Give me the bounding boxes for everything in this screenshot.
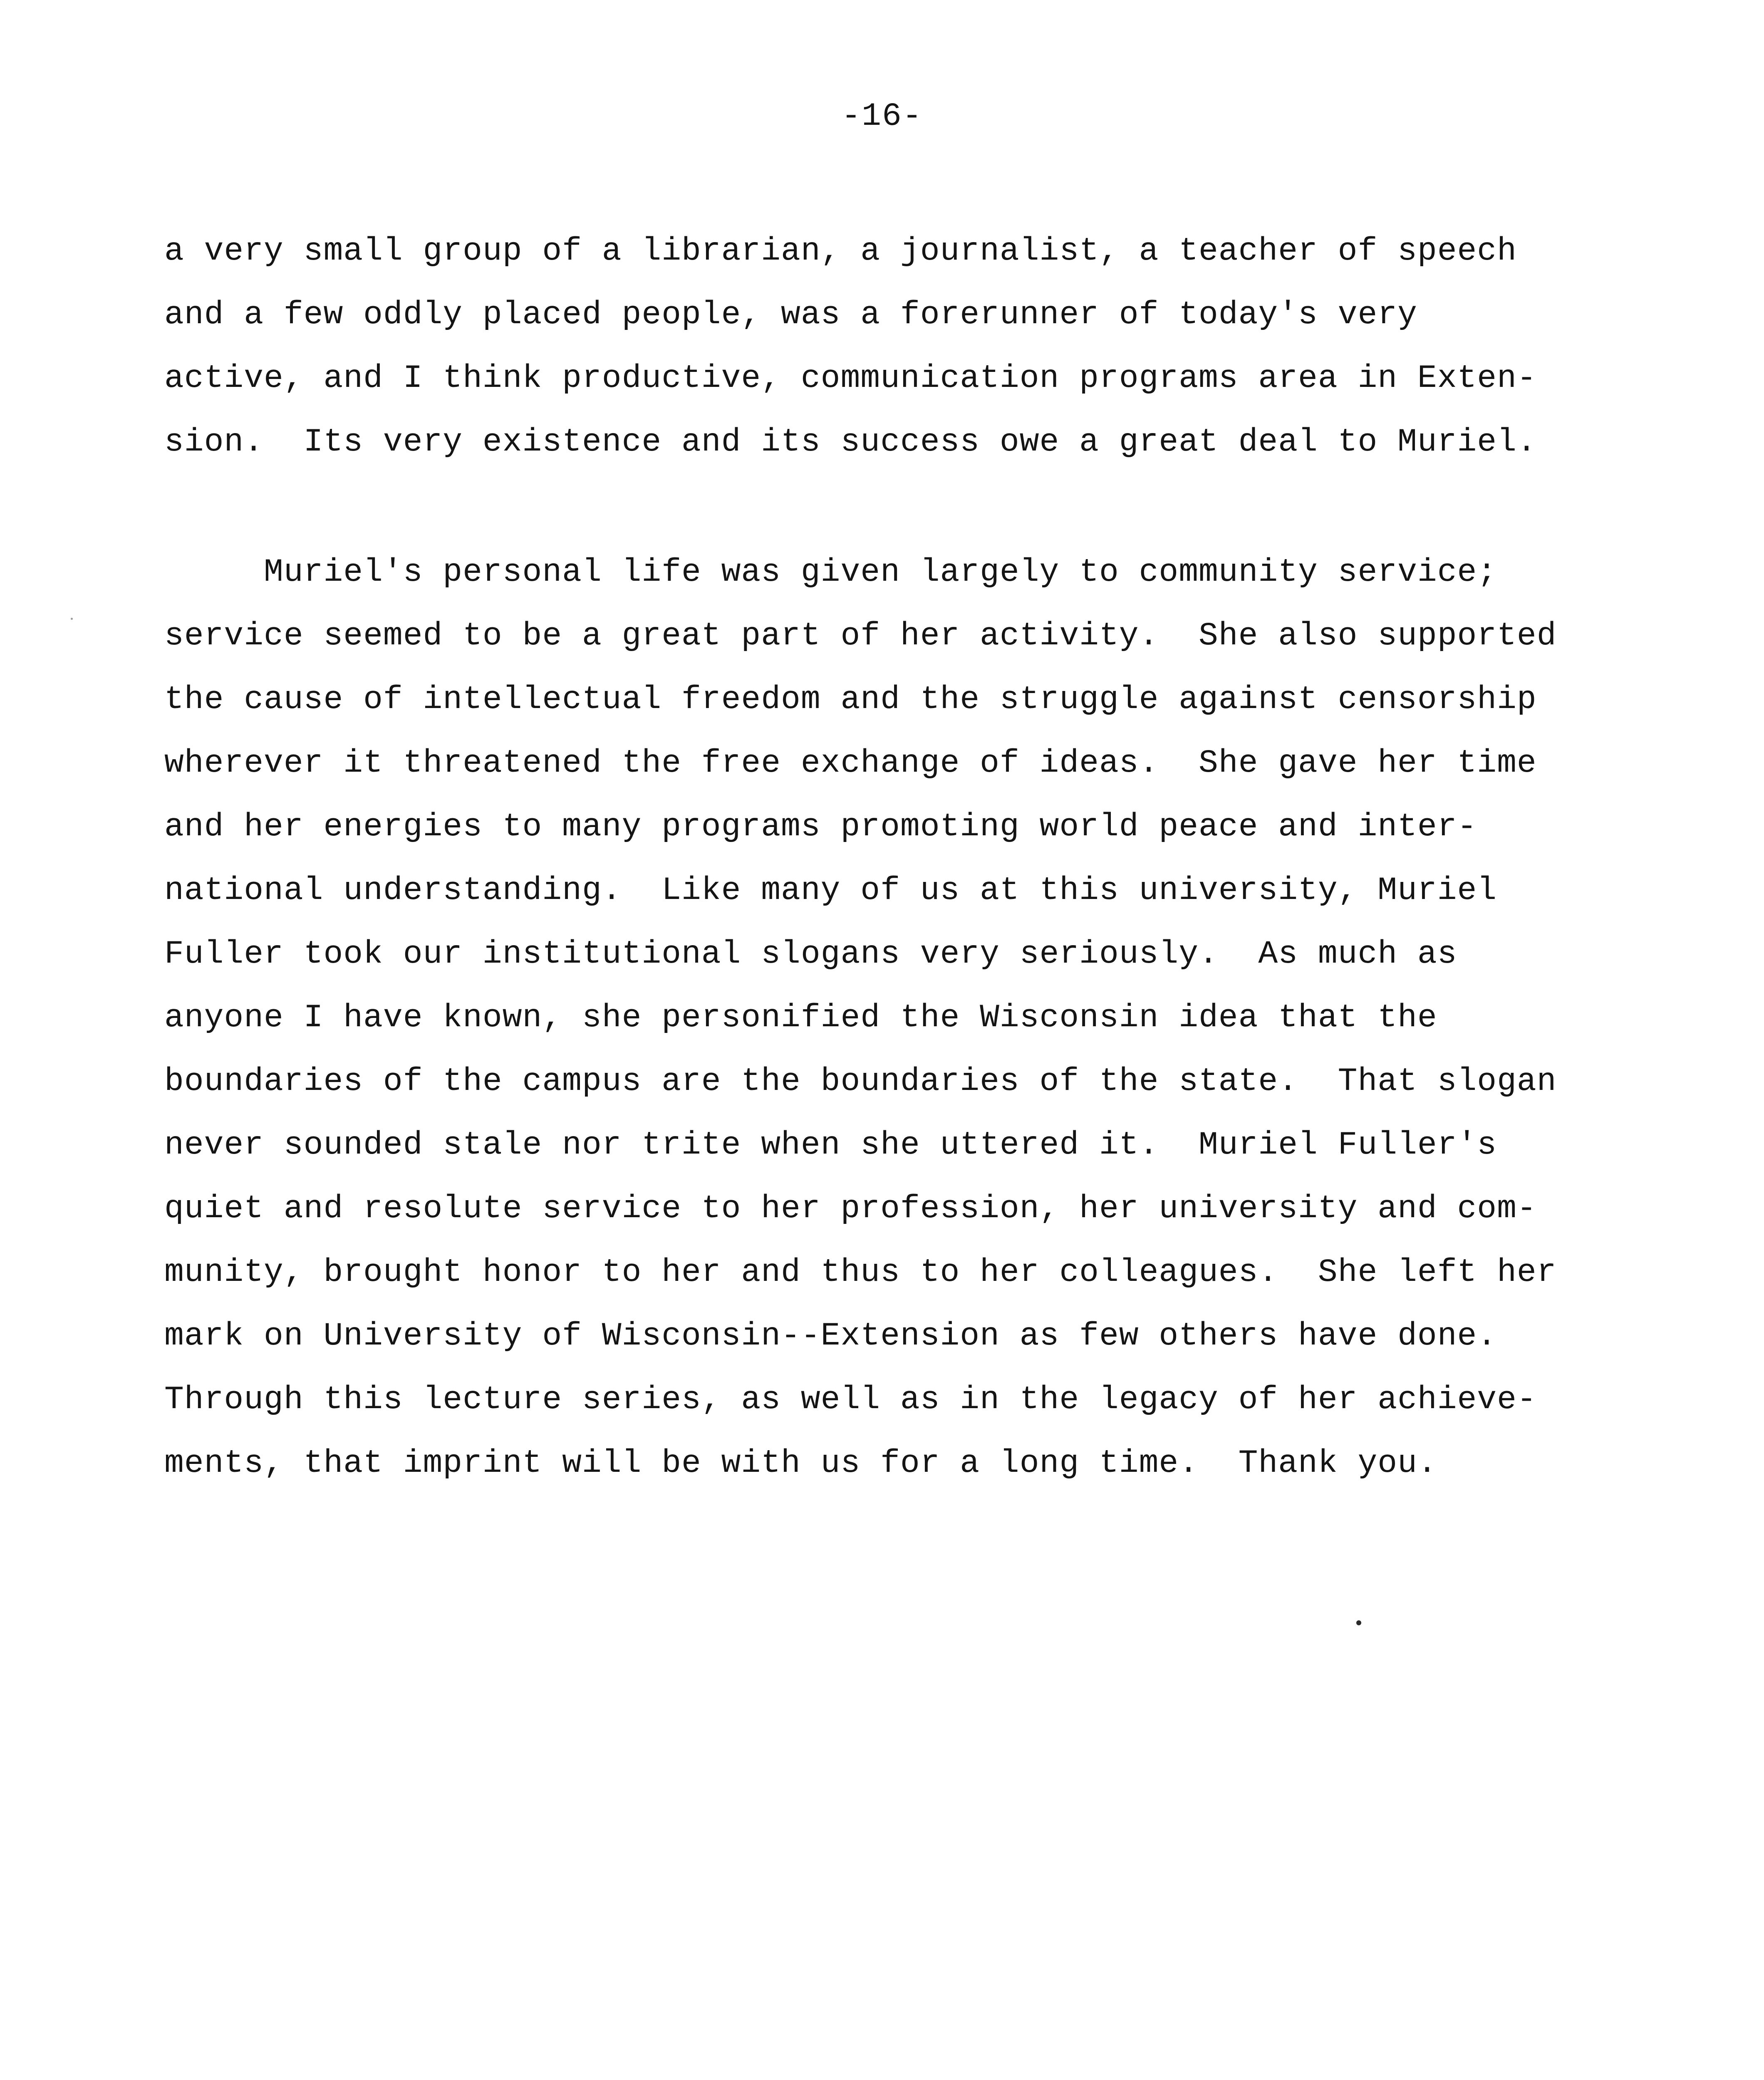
text-line: sion. Its very existence and its success owe a great deal to Muriel. <box>164 424 1537 461</box>
text-line: active, and I think productive, communication programs area in Exten- <box>164 360 1537 397</box>
text-line: ments, that imprint will be with us for a long time. Thank you. <box>164 1445 1437 1482</box>
text-line: service seemed to be a great part of her activity. She also supported <box>164 618 1557 654</box>
text-line: quiet and resolute service to her profession, her university and com- <box>164 1191 1537 1227</box>
text-line: and a few oddly placed people, was a forerunner of today's very <box>164 297 1417 333</box>
text-line: national understanding. Like many of us at this university, Muriel <box>164 872 1497 909</box>
text-line: Through this lecture series, as well as in the legacy of her achieve- <box>164 1382 1537 1418</box>
text-line: the cause of intellectual freedom and the struggle against censorship <box>164 681 1537 718</box>
text-line: a very small group of a librarian, a journalist, a teacher of speech <box>164 233 1517 270</box>
text-line: boundaries of the campus are the boundaries of the state. That slogan <box>164 1063 1557 1100</box>
text-line: never sounded stale nor trite when she uttered it. Muriel Fuller's <box>164 1127 1497 1164</box>
text-line: Fuller took our institutional slogans very seriously. As much as <box>164 936 1457 973</box>
paragraph-1 <box>164 220 1662 474</box>
text-line: wherever it threatened the free exchange of ideas. She gave her time <box>164 745 1537 782</box>
text-line: anyone I have known, she personified the Wisconsin idea that the <box>164 1000 1437 1036</box>
stray-ink-dot <box>1356 1620 1361 1625</box>
paragraph-2 <box>164 541 1662 1496</box>
text-line: mark on University of Wisconsin--Extension as few others have done. <box>164 1318 1497 1354</box>
text-line: munity, brought honor to her and thus to her colleagues. She left her <box>164 1254 1557 1291</box>
text-line: Muriel's personal life was given largely to community service; <box>164 554 1497 591</box>
page-number: -16- <box>841 98 923 135</box>
text-line: and her energies to many programs promoting world peace and inter- <box>164 809 1477 845</box>
margin-speck <box>71 618 73 620</box>
